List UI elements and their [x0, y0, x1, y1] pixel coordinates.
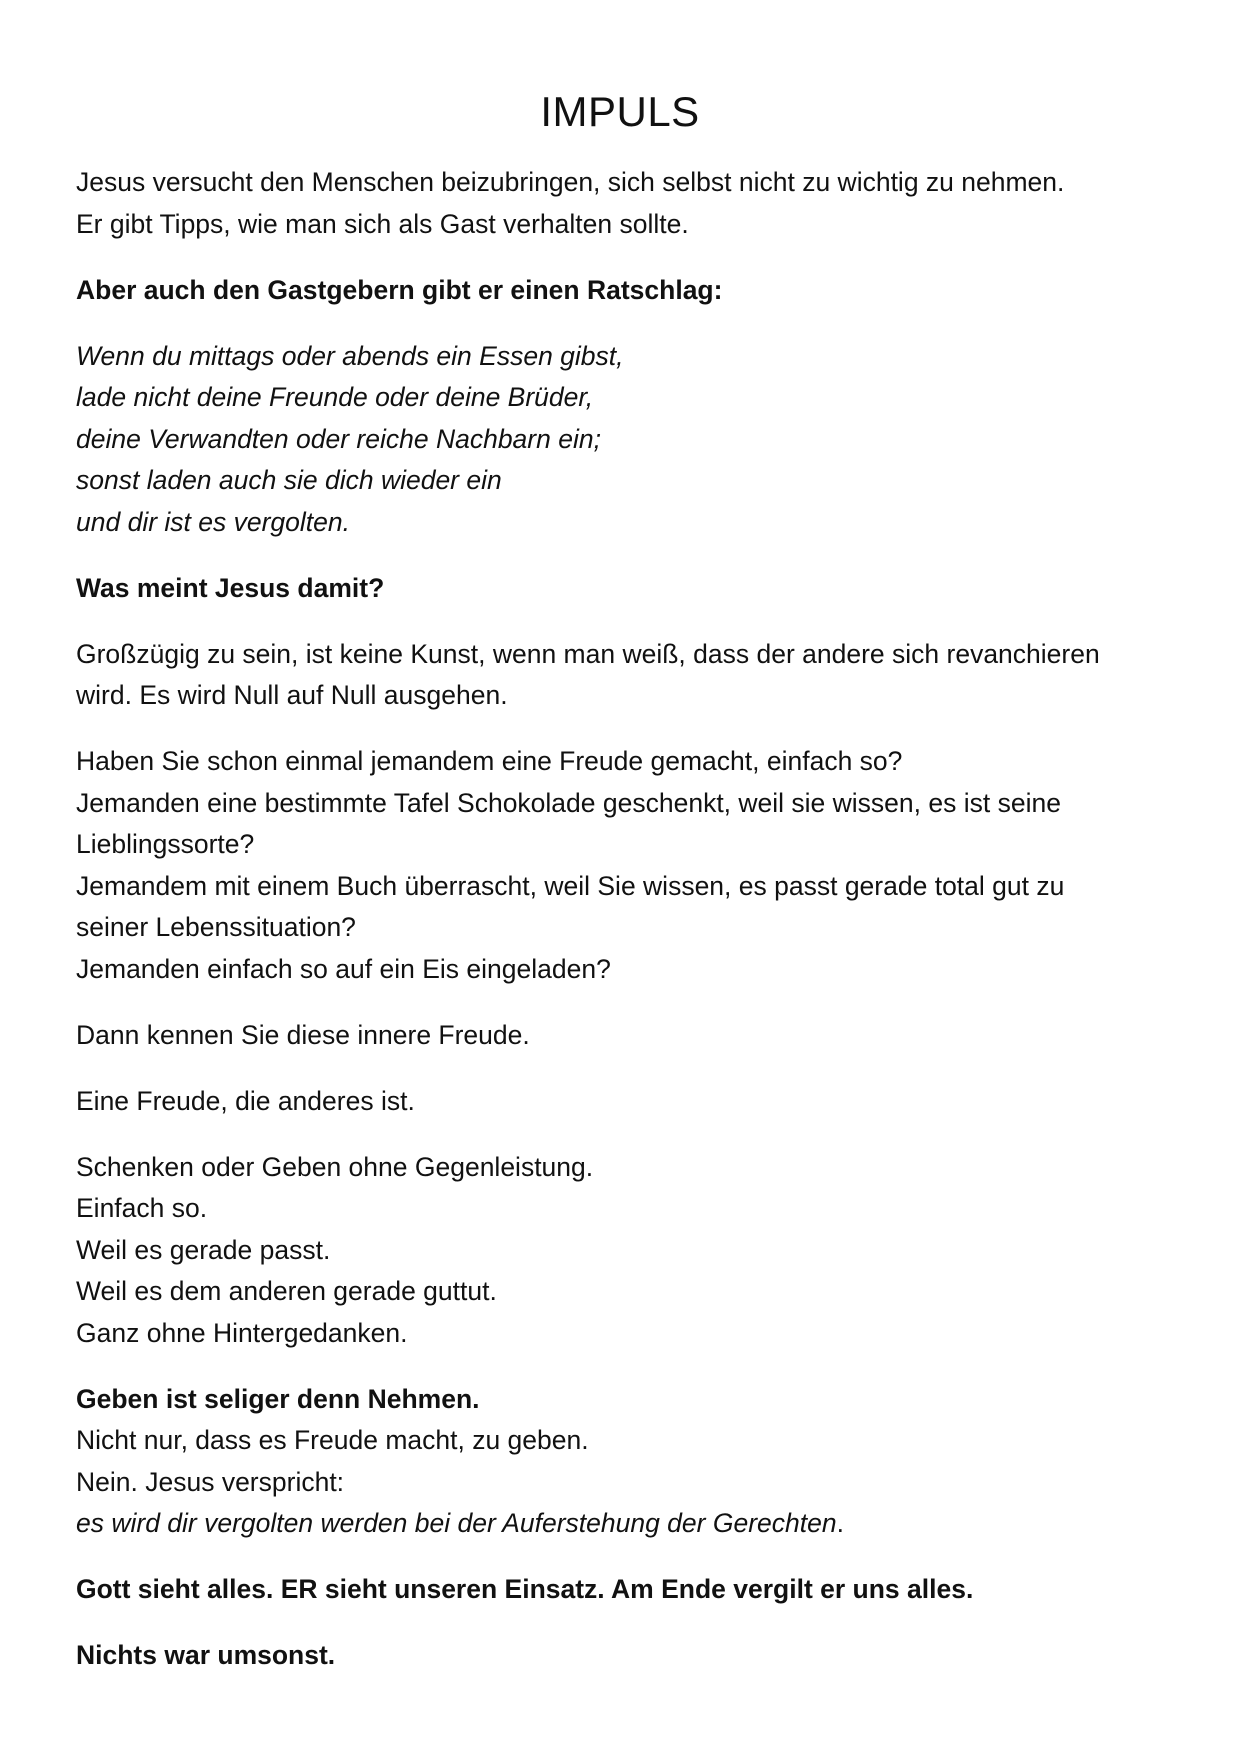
document-body: [76, 162, 1166, 1701]
quote-line: Wenn du mittags oder abends ein Essen gibst,: [76, 340, 624, 371]
different-joy-paragraph: Eine Freude, die anderes ist.: [76, 1085, 415, 1116]
intro-paragraph: [76, 162, 1166, 245]
text-line: Weil es dem anderen gerade guttut.: [76, 1276, 497, 1306]
text-line: Lieblingssorte?: [76, 829, 255, 859]
quote-line: und dir ist es vergolten.: [76, 506, 350, 537]
text-line: Er gibt Tipps, wie man sich als Gast verhalten sollte.: [76, 208, 689, 239]
text-line: Einfach so.: [76, 1193, 208, 1223]
text-line: Weil es gerade passt.: [76, 1234, 331, 1265]
blessed-giving-paragraph: [76, 1379, 1166, 1545]
text-line: Jesus versucht den Menschen beizubringen, sich selbst nicht zu wichtig zu nehmen.: [76, 167, 1065, 197]
text-line: Schenken oder Geben ohne Gegenleistung.: [76, 1151, 594, 1182]
god-sees-paragraph: Gott sieht alles. ER sieht unseren Einsatz. Am Ende vergilt er uns alles.: [76, 1574, 974, 1604]
text-line: Jemanden eine bestimmte Tafel Schokolade geschenkt, weil sie wissen, es ist seine: [76, 787, 1061, 818]
text-line: Jemanden einfach so auf ein Eis eingeladen?: [76, 953, 611, 984]
giving-paragraph: [76, 1147, 1166, 1355]
promise-period: .: [836, 1508, 844, 1538]
text-line: Jemandem mit einem Buch überrascht, weil Sie wissen, es passt gerade total gut zu: [76, 870, 1065, 901]
text-line: Ganz ohne Hintergedanken.: [76, 1317, 408, 1348]
page-title: IMPULS: [540, 88, 700, 135]
text-line: Großzügig zu sein, ist keine Kunst, wenn man weiß, dass der andere sich revanchieren: [76, 638, 1100, 669]
bible-quote: [76, 336, 1166, 544]
italic-promise: es wird dir vergolten werden bei der Auferstehung der Gerechten: [76, 1508, 837, 1538]
text-line: Haben Sie schon einmal jemandem eine Freude gemacht, einfach so?: [76, 746, 903, 776]
text-line: Nein. Jesus verspricht:: [76, 1466, 345, 1497]
quote-line: deine Verwandten oder reiche Nachbarn ein;: [76, 423, 601, 454]
text-line: Nicht nur, dass es Freude macht, zu geben.: [76, 1425, 589, 1455]
text-line: wird. Es wird Null auf Null ausgehen.: [76, 680, 508, 710]
generosity-paragraph: [76, 634, 1166, 717]
closing-line: Nichts war umsonst.: [76, 1640, 336, 1670]
question-heading: Was meint Jesus damit?: [76, 572, 385, 603]
examples-paragraph: [76, 741, 1166, 990]
bold-line: Geben ist seliger denn Nehmen.: [76, 1383, 480, 1414]
inner-joy-paragraph: Dann kennen Sie diese innere Freude.: [76, 1019, 530, 1050]
text-line: seiner Lebenssituation?: [76, 912, 356, 942]
promise-line: [76, 1503, 1166, 1545]
quote-line: sonst laden auch sie dich wieder ein: [76, 465, 502, 495]
advice-heading: Aber auch den Gastgebern gibt er einen Ratschlag:: [76, 274, 723, 305]
quote-line: lade nicht deine Freunde oder deine Brüder,: [76, 382, 594, 412]
